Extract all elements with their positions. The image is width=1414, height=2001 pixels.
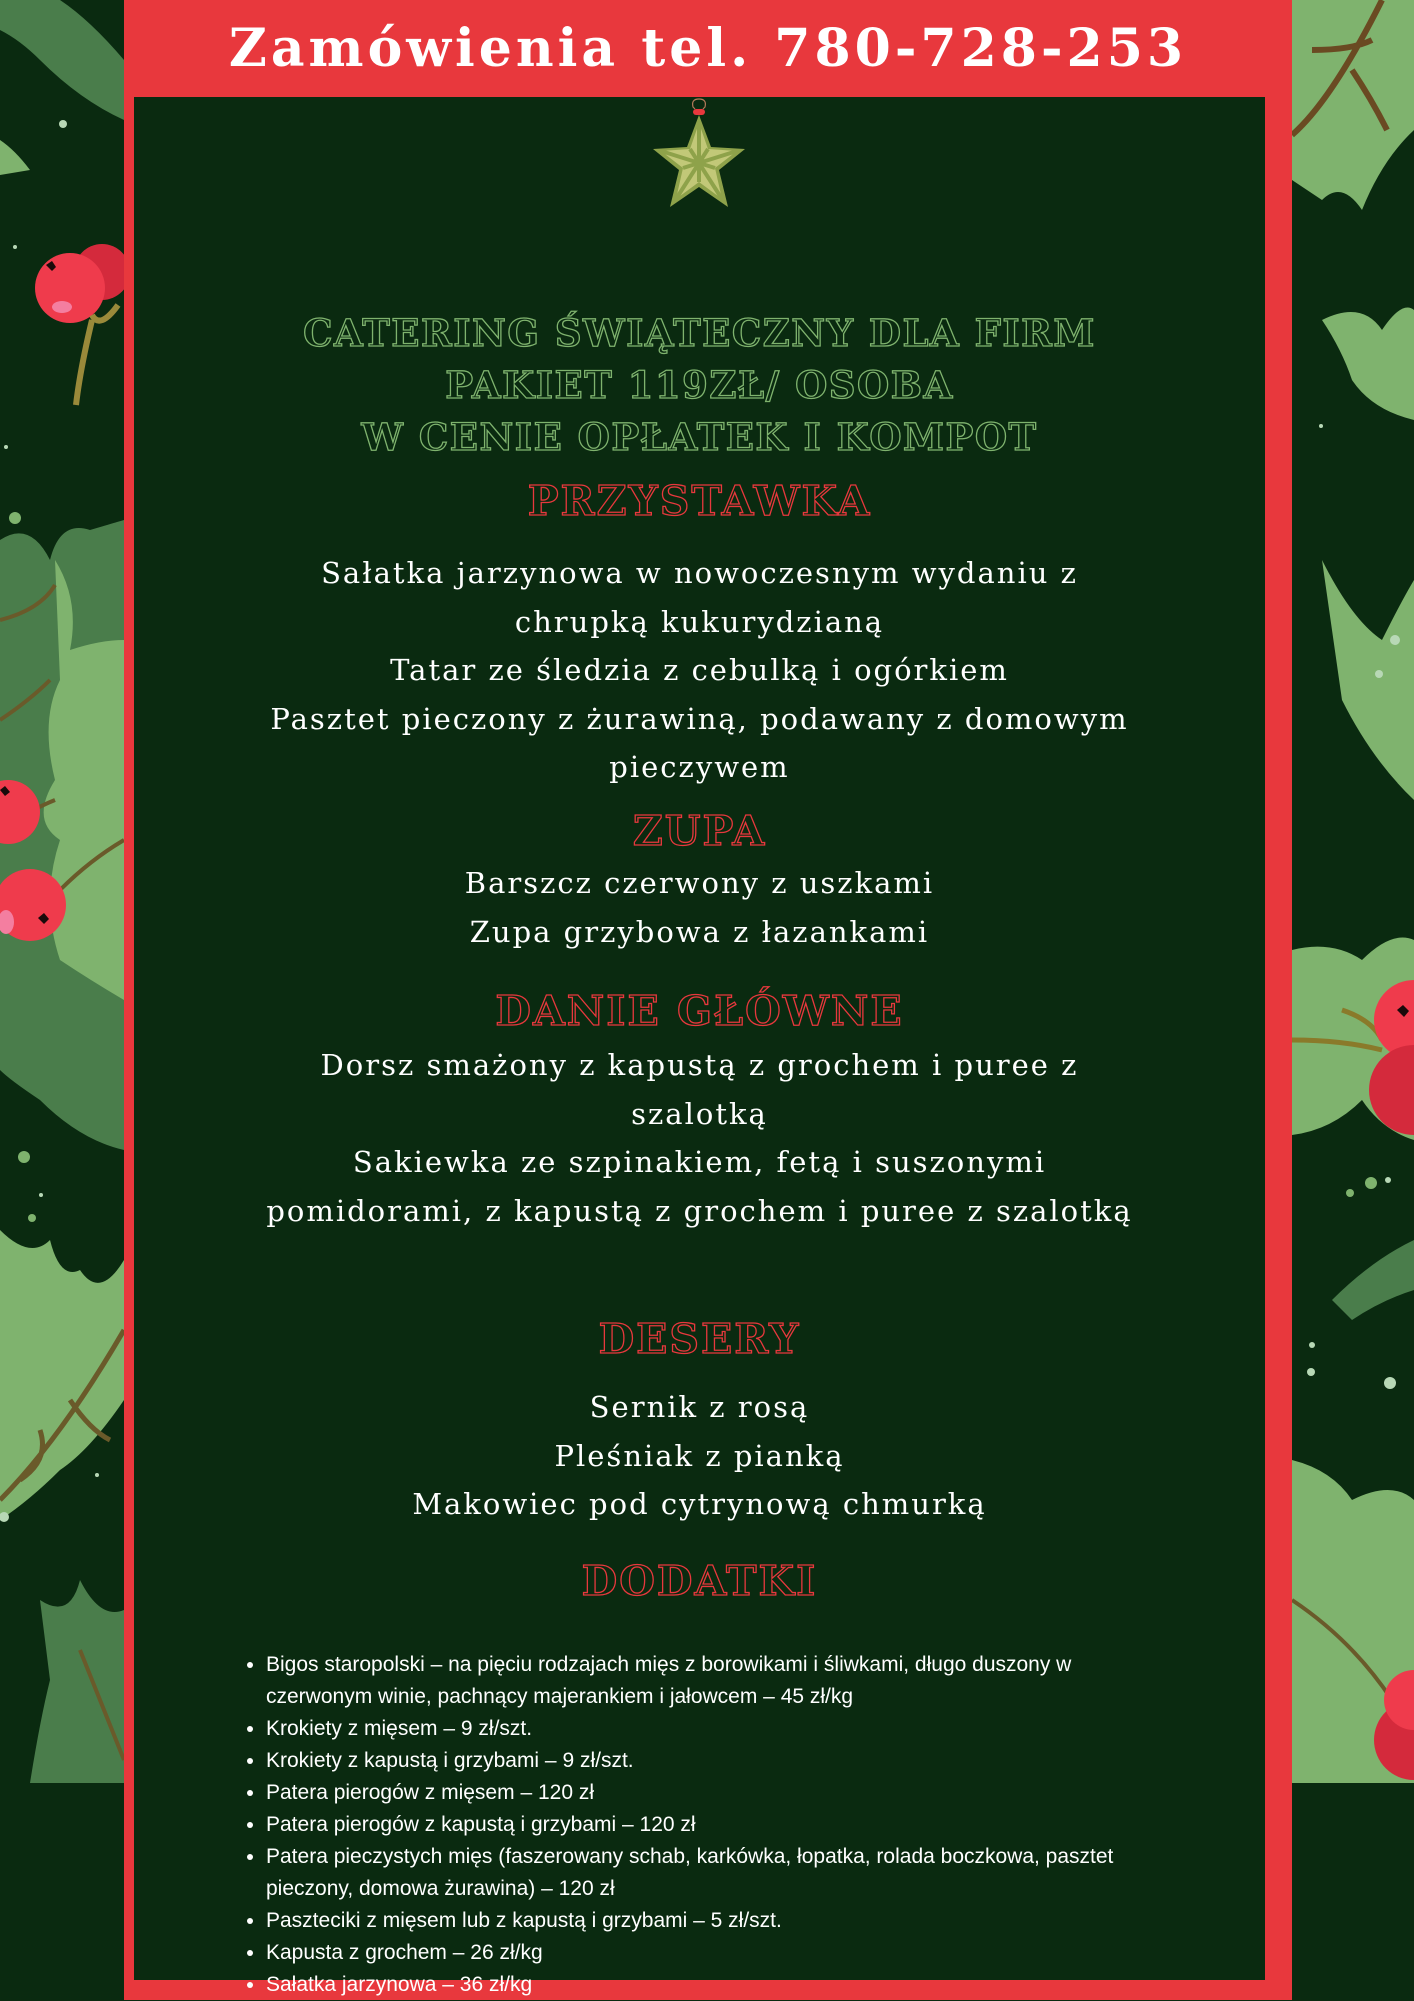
dish-item: Tatar ze śledzia z cebulką i ogórkiem bbox=[390, 653, 1009, 687]
dish-item: Dorsz smażony z kapustą z grochem i puree z szalotką bbox=[320, 1048, 1079, 1131]
section-danie-glowne bbox=[134, 987, 1265, 1235]
addons-list bbox=[240, 1649, 1166, 2001]
addon-item: • Bigos staropolski – na pięciu rodzajach mięs z borowikami i śliwkami, długo duszony w czerwonym winie, pachnący majerankiem i jałowcem – 45 zł/kg bbox=[266, 1649, 1166, 1713]
section-title: DESERY bbox=[598, 1315, 801, 1363]
holly-decoration-left bbox=[0, 0, 124, 1783]
holly-decoration-right bbox=[1292, 0, 1414, 1783]
headline-line-1: CATERING ŚWIĄTECZNY DLA FIRM bbox=[303, 311, 1096, 355]
menu-frame bbox=[124, 0, 1292, 2000]
section-zupa bbox=[134, 807, 1265, 956]
addon-item: • Paszteciki z mięsem lub z kapustą i grzybami – 5 zł/szt. bbox=[266, 1905, 1166, 1937]
dish-item: Sakiewka ze szpinakiem, fetą i suszonymi pomidorami, z kapustą z grochem i puree z szalotką bbox=[266, 1145, 1133, 1228]
section-title: PRZYSTAWKA bbox=[527, 477, 872, 525]
section-dodatki bbox=[134, 1557, 1265, 1605]
section-title: DANIE GŁÓWNE bbox=[495, 987, 904, 1035]
dish-item: Barszcz czerwony z uszkami bbox=[464, 866, 935, 900]
section-title: ZUPA bbox=[632, 807, 767, 855]
headline-line-3: W CENIE OPŁATEK I KOMPOT bbox=[361, 415, 1038, 459]
addon-item: • Sałatka jarzynowa – 36 zł/kg bbox=[266, 1969, 1166, 2001]
headline-line-2: PAKIET 119ZŁ/ OSOBA bbox=[445, 363, 954, 407]
menu-panel bbox=[134, 97, 1265, 1996]
dish-item: Pleśniak z pianką bbox=[554, 1438, 845, 1473]
dish-item: Pasztet pieczony z żurawiną, podawany z domowym pieczywem bbox=[270, 701, 1129, 784]
section-desery bbox=[134, 1315, 1265, 1529]
dish-item: Zupa grzybowa z łazankami bbox=[469, 914, 930, 949]
addon-item: • Patera pierogów z kapustą i grzybami – 120 zł bbox=[266, 1809, 1166, 1841]
phone-order-banner: Zamówienia tel. 780-728-253 bbox=[228, 18, 1188, 79]
addon-item: • Patera pieczystych mięs (faszerowany schab, karkówka, łopatka, rolada boczkowa, pasztet pieczony, domowa żurawina) – 120 zł bbox=[266, 1841, 1166, 1905]
section-title: DODATKI bbox=[581, 1557, 818, 1605]
addon-item: • Patera pierogów z mięsem – 120 zł bbox=[266, 1777, 1166, 1809]
dish-item: Sernik z rosą bbox=[589, 1390, 810, 1424]
holly-berries-icon bbox=[1292, 0, 1414, 1783]
dish-item: Makowiec pod cytrynową chmurką bbox=[412, 1487, 987, 1521]
dish-item: Sałatka jarzynowa w nowoczesnym wydaniu z chrupką kukurydzianą bbox=[321, 556, 1078, 639]
addon-item: • Kapusta z grochem – 26 zł/kg bbox=[266, 1937, 1166, 1969]
star-ornament-icon bbox=[649, 97, 749, 217]
offer-headline bbox=[134, 307, 1265, 463]
addon-item: • Krokiety z mięsem – 9 zł/szt. bbox=[266, 1713, 1166, 1745]
addon-item: • Krokiety z kapustą i grzybami – 9 zł/szt. bbox=[266, 1745, 1166, 1777]
holly-leaves-icon bbox=[0, 0, 124, 1783]
section-przystawka bbox=[134, 477, 1265, 792]
